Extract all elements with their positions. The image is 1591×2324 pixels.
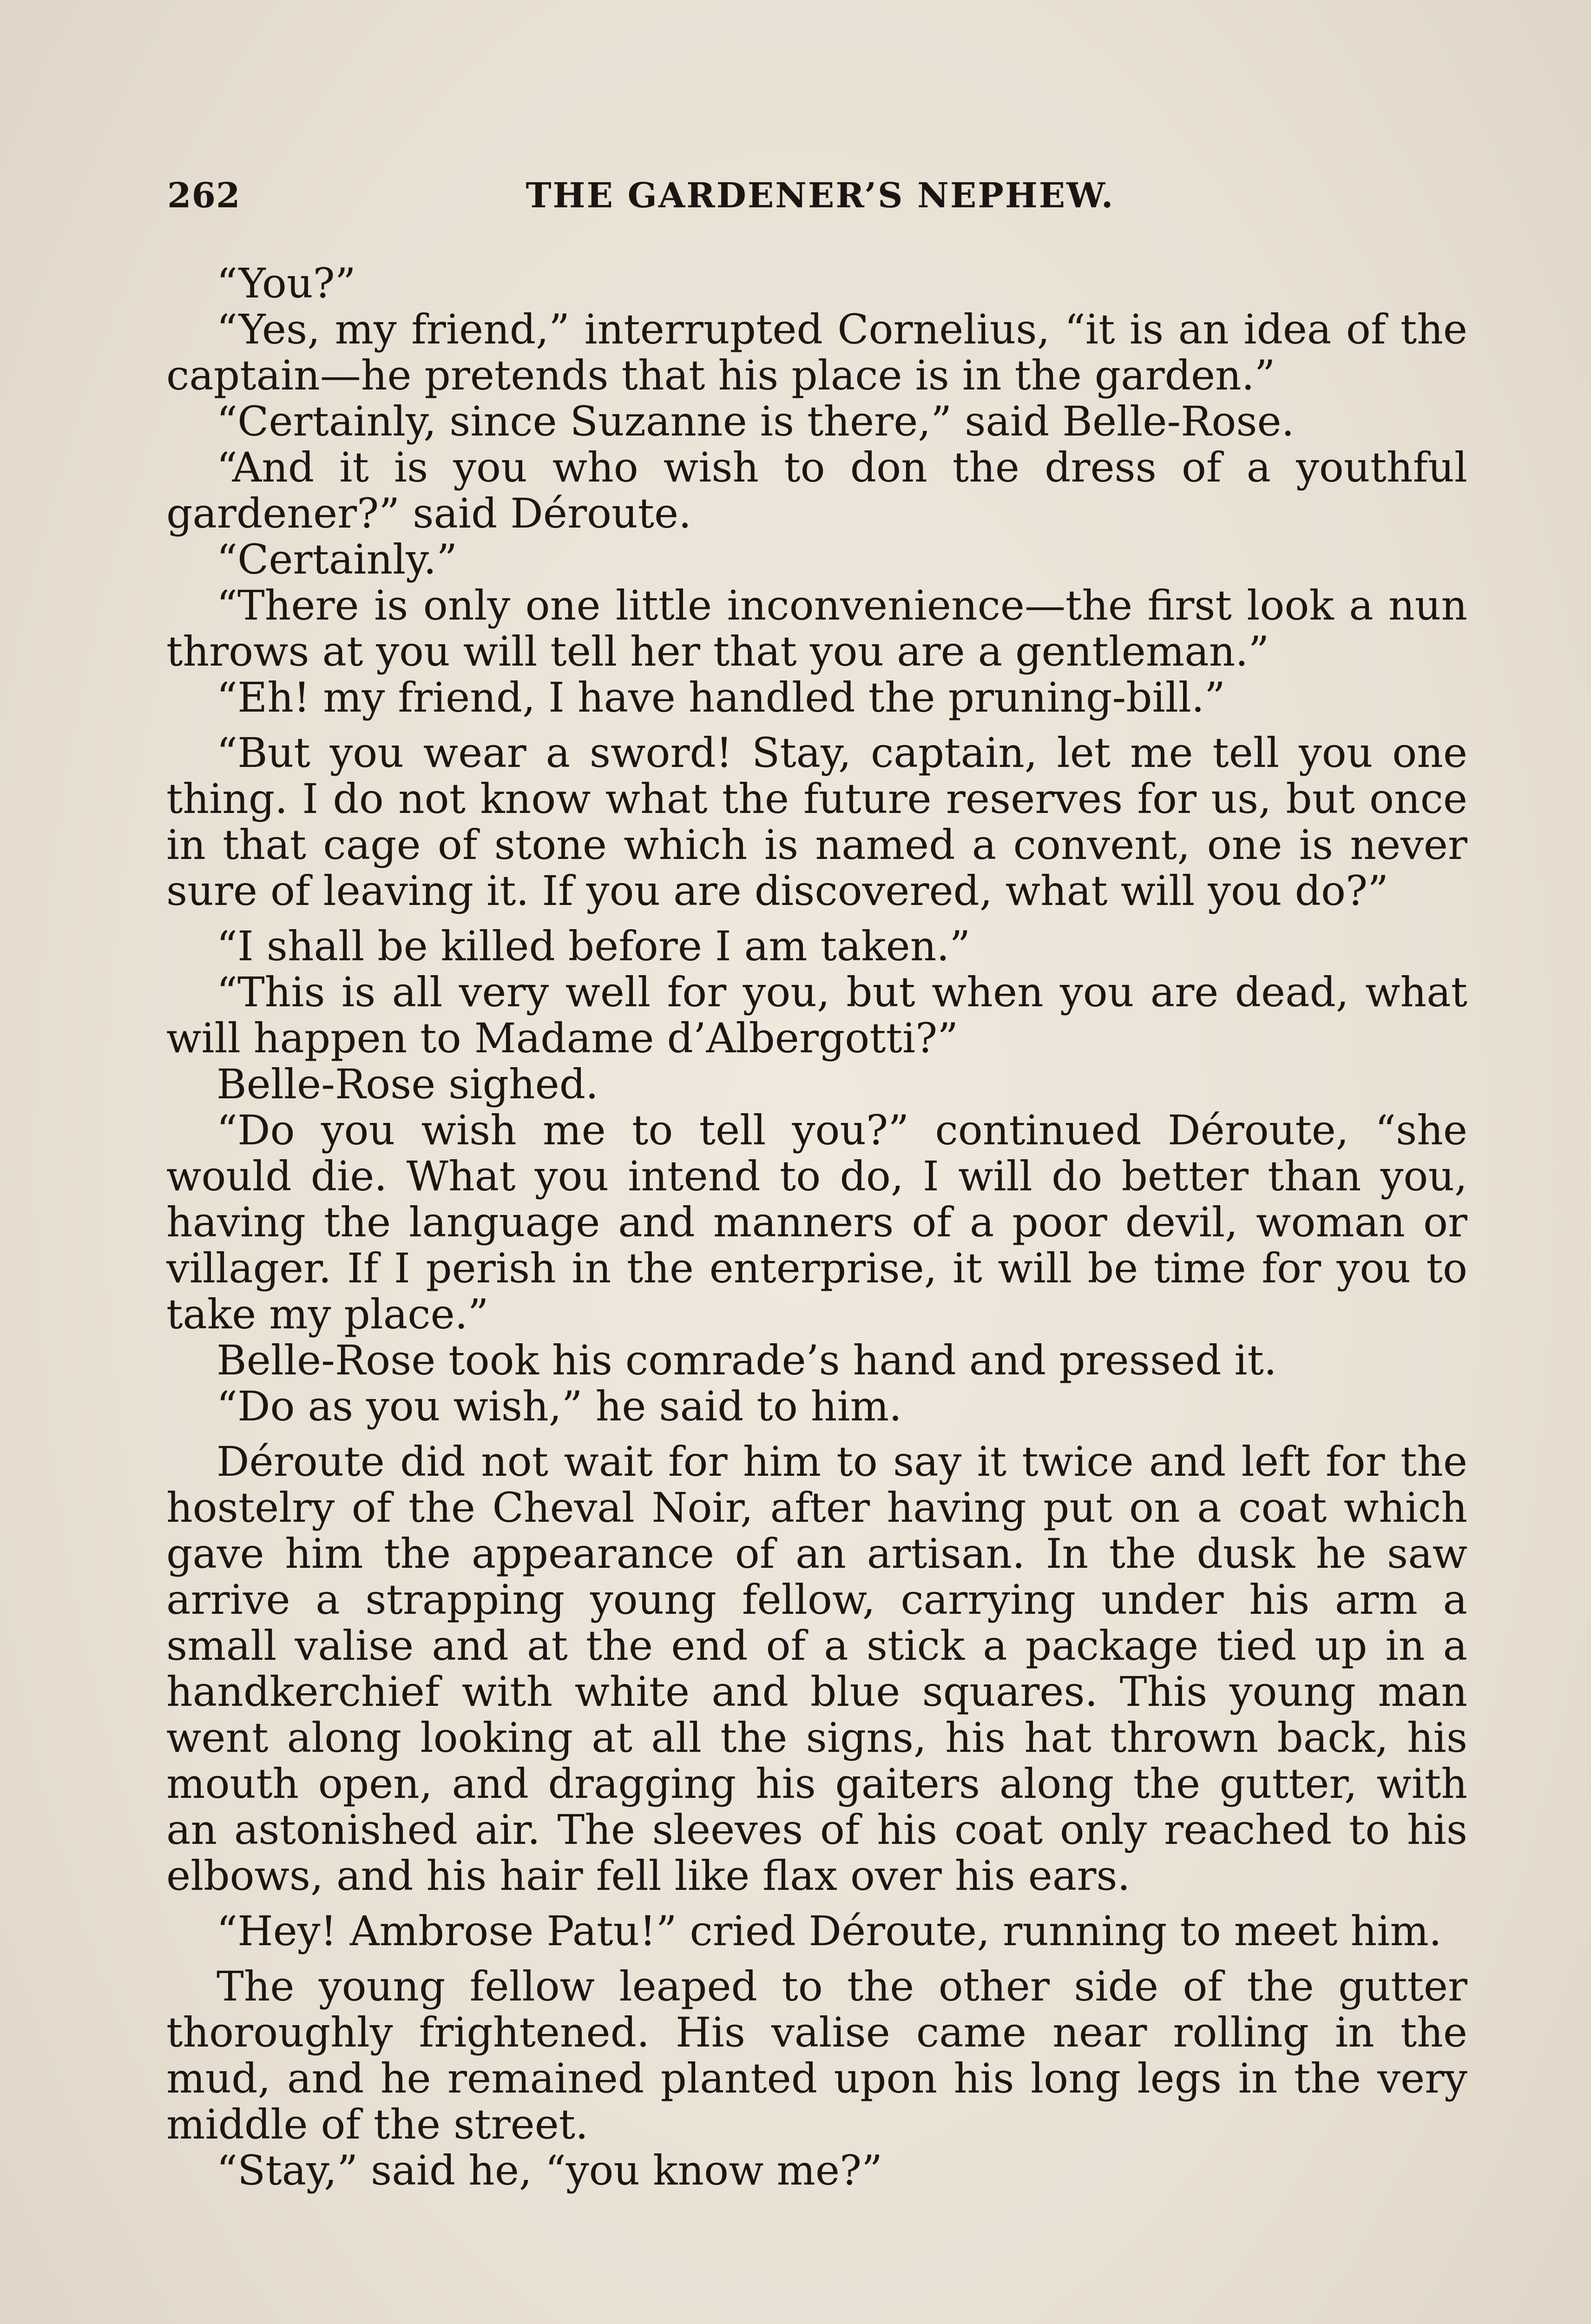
paragraph: Belle-Rose sighed. <box>217 1060 598 1108</box>
paragraph: “Hey! Ambrose Patu!” cried Déroute, running to meet him. <box>217 1907 1442 1955</box>
paragraph: “Certainly, since Suzanne is there,” said Belle-Rose. <box>217 397 1295 445</box>
paragraph: “There is only one little inconvenience—the first look a nun throws at you will tell her that you are a gentleman.” <box>166 581 1467 675</box>
paragraph: “Certainly.” <box>217 535 458 583</box>
paragraph: “This is all very well for you, but when you are dead, what will happen to Madame d’Albergotti?” <box>166 968 1467 1062</box>
page-number: 262 <box>167 176 241 216</box>
paragraph: Belle-Rose took his comrade’s hand and pressed it. <box>217 1336 1277 1384</box>
paragraph: “I shall be killed before I am taken.” <box>217 922 971 970</box>
running-title: THE GARDENER’S NEPHEW. <box>526 176 1115 216</box>
page-header <box>167 176 1473 236</box>
body-text <box>166 260 1467 2193</box>
paragraph: Déroute did not wait for him to say it twice and left for the hostelry of the Cheval Noir, after having put on a coat which gave him the appearance of an artisan. In the dusk he saw arrive a strapping young fellow, carrying under his arm a small valise and at the end of a stick a package tied up in a handkerchief with white and blue squares. This young man went along looking at all the signs, his hat thrown back, his mouth open, and dragging his gaiters along the gutter, with an astonished air. The sleeves of his coat only reached to his elbows, and his hair fell like flax over his ears. <box>166 1438 1467 1900</box>
paragraph: “Do as you wish,” he said to him. <box>217 1382 902 1430</box>
paragraph: “Yes, my friend,” interrupted Cornelius, “it is an idea of the captain—he pretends that his place is in the garden.” <box>166 305 1467 399</box>
paragraph: “Do you wish me to tell you?” continued Déroute, “she would die. What you intend to do, I will do better than you, having the language and manners of a poor devil, woman or villager. If I perish in the enterprise, it will be time for you to take my place.” <box>166 1106 1467 1338</box>
paragraph: “And it is you who wish to don the dress of a youthful gardener?” said Déroute. <box>166 443 1467 537</box>
paragraph: “You?” <box>217 259 356 307</box>
paragraph: “But you wear a sword! Stay, captain, let me tell you one thing. I do not know what the future reserves for us, but once in that cage of stone which is named a convent, one is never sure of leaving it. If you are discovered, what will you do?” <box>166 729 1467 915</box>
paragraph: “Eh! my friend, I have handled the pruning-bill.” <box>217 673 1225 721</box>
paragraph: “Stay,” said he, “you know me?” <box>217 2146 883 2194</box>
paragraph: The young fellow leaped to the other side of the gutter thoroughly frightened. His valise came near rolling in the mud, and he remained planted upon his long legs in the very middle of the street. <box>166 1962 1467 2148</box>
